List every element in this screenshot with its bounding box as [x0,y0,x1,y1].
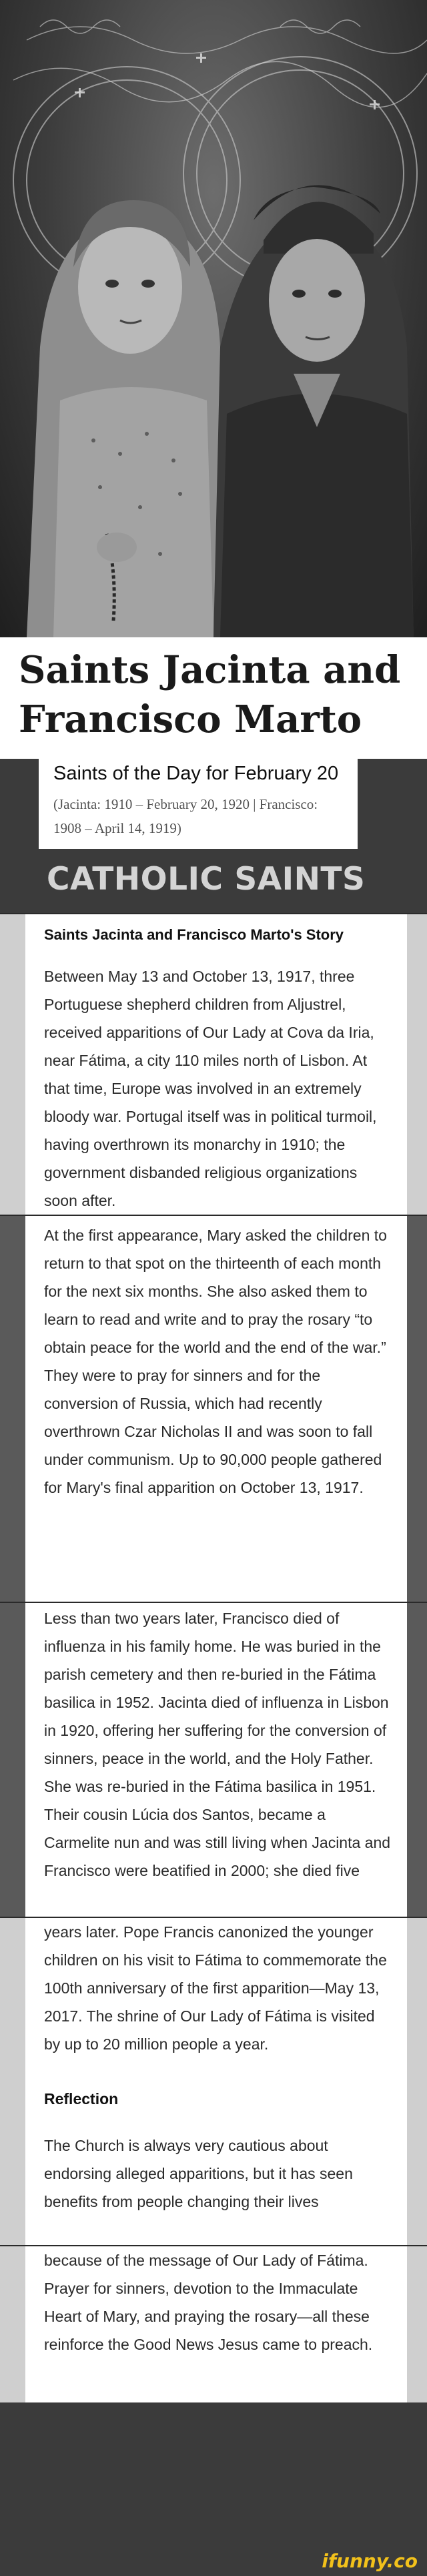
title-block [0,637,427,759]
reflection-paragraph-1: The Church is always very cautious about endorsing alleged apparitions, but it has seen benefits from people changing their lives [44,2137,353,2210]
saint-day-heading: Saints of the Day for February 20 [53,763,339,784]
story-panel-1 [0,913,427,1215]
story-paragraph-1: Between May 13 and October 13, 1917, three Portuguese shepherd children from Aljustrel, received apparitions of Our Lady at Cova da Iria, near Fátima, a city 110 miles north of Lisbon. At that time, Europe was involved in an extremely bloody war. Portugal itself was in political turmoil, having overthrown its monarchy in 1910; the government disbanded religious organizations soon after. [44,968,377,1209]
story-panel-3 [0,1602,427,1917]
story-paragraph-2: At the first appearance, Mary asked the children to return to that spot on the thirteenth of each month for the next six months. She also asked them to learn to read and write and to pray the rosary “to obtain peace for the world and the end of the war.” They were to pray for sinners and for the conversion of Russia, which had recently overthrown Czar Nicholas II and was soon to fall under communism. Up to 90,000 people gathered for Mary's final apparition on October 13, 1917. [44,1227,387,1496]
saints-portrait-image [0,0,427,637]
story-panel-2 [0,1215,427,1602]
story-panel-5 [0,2245,427,2404]
hero-photo [0,0,427,637]
reflection-heading: Reflection [44,2090,119,2108]
saint-day-box [39,759,358,849]
story-heading: Saints Jacinta and Francisco Marto's Story [44,926,344,943]
footer-area [0,2402,427,2576]
life-dates: (Jacinta: 1910 – February 20, 1920 | Francisco: 1908 – April 14, 1919) [53,796,318,836]
story-panel-4 [0,1917,427,2245]
story-paragraph-4: years later. Pope Francis canonized the younger children on his visit to Fátima to commemorate the 100th anniversary of the first apparition—May 13, 2017. The shrine of Our Lady of Fátima is visited by up to 20 million people a year. [44,1923,387,2053]
page-title: Saints Jacinta and Francisco Marto [19,648,401,741]
reflection-paragraph-2: because of the message of Our Lady of Fátima. Prayer for sinners, devotion to the Immaculate Heart of Mary, and praying the rosary—all these reinforce the Good News Jesus came to preach. [44,2252,373,2353]
ifunny-watermark: ifunny.co [322,2550,418,2572]
story-paragraph-3: Less than two years later, Francisco died of influenza in his family home. He was buried in the parish cemetery and then re-buried in the Fátima basilica in 1952. Jacinta died of influenza in Lisbon in 1920, offering her suffering for the conversion of sinners, peace in the world, and the Holy Father. She was re-buried in the Fátima basilica in 1951. Their cousin Lúcia dos Santos, became a Carmelite nun and was still living when Jacinta and Francisco were beatified in 2000; she died five [44,1610,391,1879]
category-label: CATHOLIC SAINTS [47,861,366,898]
